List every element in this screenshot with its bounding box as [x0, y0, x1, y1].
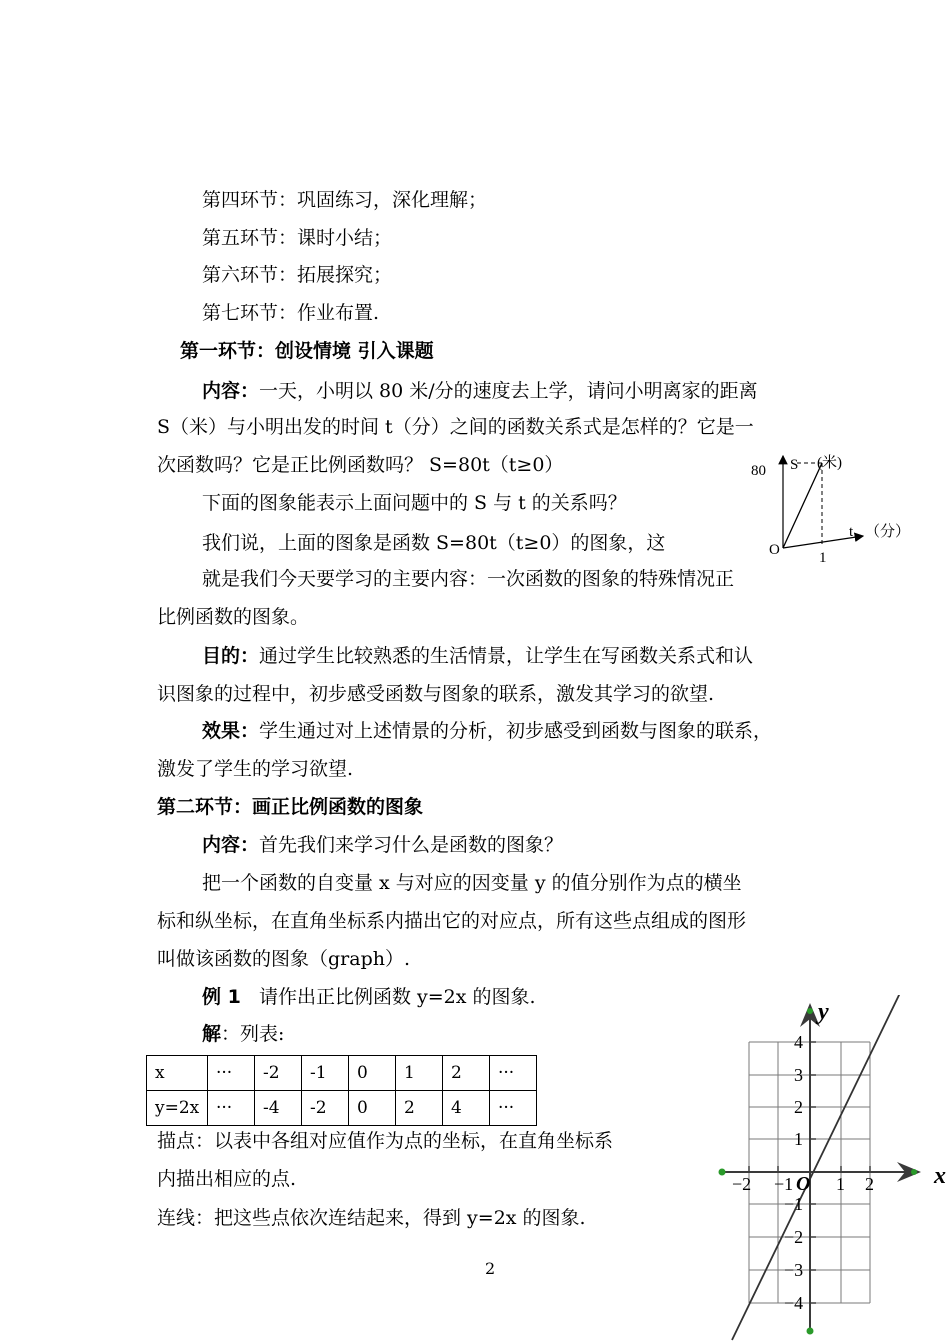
value-table [146, 1055, 537, 1126]
distance-time-graph [745, 448, 925, 568]
table-row [147, 1056, 537, 1091]
effect-line-1 [202, 718, 772, 744]
y-tick-label: 2 [794, 1097, 803, 1117]
y-tick-label: −2 [784, 1227, 804, 1247]
table-row [147, 1091, 537, 1126]
table-cell: ··· [208, 1056, 255, 1091]
y-axis-label: y [818, 999, 829, 1025]
section1-content-line-3: 次函数吗？它是正比例函数吗？ S=80t（t≥0） [157, 454, 564, 476]
y-axis-end-dot [807, 1328, 814, 1335]
purpose-line-1 [202, 643, 753, 669]
function-line-y-2x [732, 995, 900, 1340]
s-unit-label: (米) [817, 455, 842, 471]
t-unit-label: （分） [865, 524, 911, 540]
outline-item-4: 第四环节：巩固练习，深化理解； [202, 189, 488, 211]
purpose-text: 通过学生比较熟悉的生活情景，让学生在写函数关系式和认 [259, 645, 754, 667]
section2-content-text: 首先我们来学习什么是函数的图象？ [259, 834, 564, 856]
section2-content-line [202, 832, 563, 858]
table-cell: 2 [396, 1091, 443, 1126]
plot-line-2: 内描出相应的点. [157, 1168, 297, 1190]
section1-explain-line-3: 比例函数的图象。 [157, 606, 310, 628]
x-axis-label: x [934, 1163, 946, 1189]
origin-label: O [769, 542, 780, 558]
table-cell: 0 [349, 1056, 396, 1091]
y-tick-label: −1 [784, 1194, 804, 1214]
effect-label: 效果： [202, 720, 260, 742]
solution-label: 解 [202, 1023, 222, 1045]
table-cell: -4 [255, 1091, 302, 1126]
table-cell: 4 [443, 1091, 490, 1126]
example-line [202, 984, 536, 1010]
effect-text: 学生通过对上述情景的分析，初步感受到函数与图象的联系， [259, 720, 773, 742]
outline-item-6: 第六环节：拓展探究； [202, 264, 393, 286]
table-cell: 2 [443, 1056, 490, 1091]
definition-line-2: 标和纵坐标，在直角坐标系内描出它的对应点，所有这些点组成的图形 [157, 910, 747, 932]
definition-line-1: 把一个函数的自变量 x 与对应的因变量 y 的值分别作为点的横坐 [202, 872, 742, 894]
purpose-line-2: 识图象的过程中，初步感受函数与图象的联系，激发其学习的欲望. [157, 683, 715, 705]
example-label: 例 1 [202, 986, 241, 1008]
table-cell: -2 [255, 1056, 302, 1091]
y-tick-label: 1 [794, 1129, 803, 1149]
example-text: 请作出正比例函数 y=2x 的图象. [258, 986, 536, 1008]
y-axis-top-dot [807, 1008, 813, 1014]
x-axis-end-dot [719, 1169, 726, 1176]
solution-line [202, 1021, 284, 1047]
connect-line: 连线：把这些点依次连结起来，得到 y=2x 的图象. [157, 1207, 586, 1229]
table-cell: ··· [208, 1091, 255, 1126]
effect-line-2: 激发了学生的学习欲望. [157, 758, 354, 780]
table-cell: ··· [490, 1056, 537, 1091]
y-tick-label: 3 [794, 1065, 803, 1085]
content-text: 一天，小明以 80 米/分的速度去上学，请问小明离家的距离 [259, 380, 758, 402]
purpose-label: 目的： [202, 645, 260, 667]
section1-heading: 第一环节：创设情境 引入课题 [180, 340, 434, 362]
section1-explain-line-2: 就是我们今天要学习的主要内容：一次函数的图象的特殊情况正 [202, 568, 735, 590]
section2-content-label: 内容： [202, 834, 260, 856]
section2-heading: 第二环节：画正比例函数的图象 [157, 796, 424, 818]
x-axis-right-dot [911, 1169, 917, 1175]
y-value-label: 80 [751, 463, 766, 479]
section1-explain-line-1: 我们说，上面的图象是函数 S=80t（t≥0）的图象，这 [202, 532, 666, 554]
table-cell: 1 [396, 1056, 443, 1091]
section1-question: 下面的图象能表示上面问题中的 S 与 t 的关系吗？ [202, 492, 627, 514]
grid-origin-label: O [796, 1173, 811, 1195]
section1-content-line-2: S（米）与小明出发的时间 t（分）之间的函数关系式是怎样的？它是一 [157, 416, 754, 438]
y-tick-label: −4 [784, 1293, 804, 1313]
table-cell: ··· [490, 1091, 537, 1126]
table-cell: 0 [349, 1091, 396, 1126]
table-cell: x [147, 1056, 208, 1091]
plot-line-1: 描点：以表中各组对应值作为点的坐标，在直角坐标系 [157, 1130, 614, 1152]
solution-text: ：列表: [221, 1023, 285, 1045]
x-value-label: 1 [819, 550, 827, 566]
table-cell: -1 [302, 1056, 349, 1091]
x-tick-label: 2 [865, 1174, 874, 1194]
table-cell: -2 [302, 1091, 349, 1126]
t-axis-label: t [849, 524, 854, 540]
page-number: 2 [485, 1259, 496, 1278]
definition-line-3: 叫做该函数的图象（graph）. [157, 948, 411, 970]
s-axis-label: S [790, 457, 799, 473]
x-tick-label: −2 [732, 1174, 752, 1194]
x-tick-label: −1 [774, 1174, 794, 1194]
content-label: 内容： [202, 380, 260, 402]
table-cell: y=2x [147, 1091, 208, 1126]
x-tick-label: 1 [836, 1174, 845, 1194]
linear-function-graph [712, 995, 947, 1342]
y-tick-label: 4 [794, 1032, 803, 1052]
outline-item-5: 第五环节：课时小结； [202, 227, 393, 249]
outline-item-7: 第七环节：作业布置. [202, 302, 380, 324]
section1-content-line-1 [202, 378, 758, 404]
y-tick-label: −3 [784, 1260, 804, 1280]
function-line [783, 463, 822, 548]
